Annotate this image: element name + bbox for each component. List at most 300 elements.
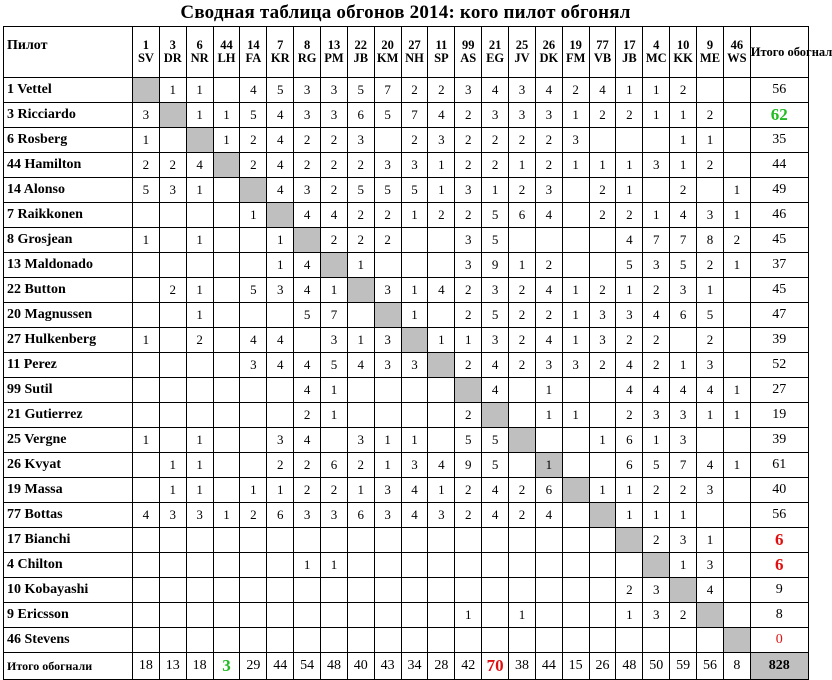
overtake-cell: 2	[723, 228, 750, 253]
overtake-cell	[321, 603, 348, 628]
overtake-cell: 3	[428, 128, 455, 153]
overtake-cell: 5	[294, 303, 321, 328]
column-header	[482, 27, 509, 78]
row-total: 49	[750, 178, 808, 203]
table-row	[4, 403, 809, 428]
overtake-cell: 3	[186, 503, 213, 528]
overtake-cell	[374, 528, 401, 553]
overtake-cell: 1	[186, 178, 213, 203]
pilot-name: 6 Rosberg	[4, 128, 133, 153]
pilot-name: 27 Hulkenberg	[4, 328, 133, 353]
pilot-name: 11 Perez	[4, 353, 133, 378]
row-total: 9	[750, 578, 808, 603]
overtake-cell: 5	[133, 178, 160, 203]
column-total: 26	[589, 653, 616, 680]
overtake-cell: 1	[616, 78, 643, 103]
overtake-cell	[133, 628, 160, 653]
overtake-cell	[240, 228, 267, 253]
overtake-cell: 1	[186, 428, 213, 453]
column-header-code: FA	[245, 51, 262, 65]
overtake-cell	[643, 178, 670, 203]
overtake-cell: 1	[723, 378, 750, 403]
overtake-cell: 3	[267, 428, 294, 453]
overtake-cell: 4	[535, 203, 562, 228]
overtake-cell	[697, 503, 724, 528]
column-total: 44	[535, 653, 562, 680]
column-total: 48	[616, 653, 643, 680]
pilot-name: 46 Stevens	[4, 628, 133, 653]
overtake-cell	[562, 628, 589, 653]
table-row	[4, 178, 809, 203]
overtake-cell: 5	[374, 103, 401, 128]
overtake-cell: 3	[374, 503, 401, 528]
overtake-cell	[589, 228, 616, 253]
diagonal-cell	[133, 78, 160, 103]
column-total: 42	[455, 653, 482, 680]
pilot-name: 8 Grosjean	[4, 228, 133, 253]
overtake-cell: 5	[240, 103, 267, 128]
overtake-cell	[267, 303, 294, 328]
overtake-cell: 3	[159, 178, 186, 203]
overtake-cell	[347, 603, 374, 628]
overtake-cell	[213, 478, 240, 503]
pilot-name: 9 Ericsson	[4, 603, 133, 628]
overtake-cell: 3	[535, 353, 562, 378]
overtake-cell	[428, 603, 455, 628]
overtake-cell	[482, 628, 509, 653]
overtake-cell	[401, 528, 428, 553]
column-header-number: 77	[596, 38, 609, 52]
overtake-cell: 2	[589, 353, 616, 378]
overtake-cell: 4	[482, 478, 509, 503]
overtake-cell: 3	[697, 203, 724, 228]
pilot-name: 44 Hamilton	[4, 153, 133, 178]
overtake-cell: 2	[294, 403, 321, 428]
overtake-cell: 2	[509, 328, 536, 353]
overtake-cell: 3	[643, 603, 670, 628]
overtake-cell: 2	[643, 278, 670, 303]
overtake-cell: 1	[697, 403, 724, 428]
diagonal-cell	[213, 153, 240, 178]
overtake-cell: 2	[240, 153, 267, 178]
overtake-cell	[159, 578, 186, 603]
overtake-cell	[240, 603, 267, 628]
overtake-cell	[186, 628, 213, 653]
overtake-cell	[374, 403, 401, 428]
overtake-cell	[509, 553, 536, 578]
overtake-cell: 4	[321, 203, 348, 228]
overtake-cell: 2	[589, 103, 616, 128]
overtake-cell: 2	[347, 453, 374, 478]
row-total: 19	[750, 403, 808, 428]
overtake-cell: 2	[186, 328, 213, 353]
overtake-cell: 4	[482, 503, 509, 528]
overtake-cell: 1	[374, 453, 401, 478]
diagonal-cell	[186, 128, 213, 153]
overtake-cell	[428, 378, 455, 403]
table-row	[4, 103, 809, 128]
diagonal-cell	[616, 528, 643, 553]
overtake-cell: 2	[589, 203, 616, 228]
overtake-cell: 7	[374, 78, 401, 103]
overtake-cell: 4	[401, 503, 428, 528]
overtake-cell: 1	[186, 78, 213, 103]
overtake-cell	[723, 353, 750, 378]
overtake-cell	[240, 378, 267, 403]
footer-row	[4, 653, 809, 680]
overtake-cell: 2	[240, 128, 267, 153]
overtake-cell	[616, 553, 643, 578]
overtake-cell: 2	[616, 578, 643, 603]
column-header	[267, 27, 294, 78]
overtake-cell: 4	[697, 453, 724, 478]
column-total: 28	[428, 653, 455, 680]
overtake-cell: 1	[670, 128, 697, 153]
overtake-cell: 9	[482, 253, 509, 278]
overtake-cell	[186, 603, 213, 628]
diagonal-cell	[455, 378, 482, 403]
diagonal-cell	[347, 278, 374, 303]
overtake-cell	[455, 553, 482, 578]
overtake-cell	[374, 553, 401, 578]
column-header-code: ME	[699, 51, 721, 65]
overtake-cell: 1	[482, 178, 509, 203]
overtake-cell: 3	[374, 278, 401, 303]
column-header-code: SV	[137, 51, 154, 65]
overtake-cell	[562, 253, 589, 278]
column-header-number: 3	[169, 38, 176, 52]
overtake-cell: 1	[562, 328, 589, 353]
overtake-cell: 2	[294, 453, 321, 478]
overtake-cell: 1	[186, 478, 213, 503]
column-total: 18	[186, 653, 213, 680]
overtake-cell	[589, 453, 616, 478]
overtake-cell: 3	[455, 253, 482, 278]
overtake-cell: 1	[616, 503, 643, 528]
overtake-cell	[723, 428, 750, 453]
row-total: 44	[750, 153, 808, 178]
overtake-cell: 3	[294, 103, 321, 128]
overtake-cell	[509, 403, 536, 428]
overtake-cell	[159, 228, 186, 253]
pilot-name: 3 Ricciardo	[4, 103, 133, 128]
overtake-cell: 2	[482, 128, 509, 153]
row-total: 8	[750, 603, 808, 628]
overtake-cell: 3	[321, 328, 348, 353]
overtake-cell: 4	[482, 78, 509, 103]
overtake-cell: 5	[401, 178, 428, 203]
overtake-cell: 5	[670, 253, 697, 278]
column-header	[589, 27, 616, 78]
column-total: 56	[697, 653, 724, 680]
overtake-cell	[697, 78, 724, 103]
overtake-cell	[374, 578, 401, 603]
overtake-cell: 4	[428, 103, 455, 128]
overtake-cell: 5	[240, 278, 267, 303]
overtake-cell: 4	[186, 153, 213, 178]
overtake-cell: 2	[697, 253, 724, 278]
overtake-cell	[133, 203, 160, 228]
overtake-cell: 2	[670, 78, 697, 103]
overtake-cell	[535, 553, 562, 578]
overtake-cell: 2	[589, 178, 616, 203]
overtake-cell	[213, 353, 240, 378]
overtake-cell	[428, 403, 455, 428]
overtake-cell: 1	[213, 103, 240, 128]
overtake-cell	[213, 378, 240, 403]
overtake-cell: 8	[697, 228, 724, 253]
overtake-cell: 1	[535, 403, 562, 428]
diagonal-cell	[723, 628, 750, 653]
overtake-cell: 3	[374, 478, 401, 503]
overtake-cell	[159, 553, 186, 578]
overtake-cell	[133, 453, 160, 478]
overtake-cell	[455, 528, 482, 553]
overtake-cell	[535, 578, 562, 603]
overtake-cell	[723, 603, 750, 628]
overtake-cell	[213, 428, 240, 453]
overtake-cell: 2	[616, 203, 643, 228]
column-header	[723, 27, 750, 78]
overtake-cell	[428, 428, 455, 453]
overtake-cell: 5	[482, 303, 509, 328]
table-row	[4, 203, 809, 228]
overtake-cell: 1	[159, 478, 186, 503]
overtake-cell: 3	[267, 278, 294, 303]
overtake-cell: 1	[374, 428, 401, 453]
overtake-cell: 1	[723, 203, 750, 228]
overtake-cell: 6	[321, 453, 348, 478]
overtake-cell	[535, 628, 562, 653]
overtake-cell	[589, 128, 616, 153]
column-header-code: KR	[270, 51, 290, 65]
column-header-code: EG	[486, 51, 505, 65]
column-header-code: PM	[324, 51, 344, 65]
grand-total: 828	[750, 653, 808, 680]
overtake-cell: 3	[428, 503, 455, 528]
column-header	[294, 27, 321, 78]
column-total: 8	[723, 653, 750, 680]
overtake-cell: 1	[401, 428, 428, 453]
row-total: 35	[750, 128, 808, 153]
table-row	[4, 503, 809, 528]
column-total: 15	[562, 653, 589, 680]
column-header-number: 1	[142, 38, 150, 52]
overtake-cell	[562, 228, 589, 253]
column-header-number: 21	[488, 38, 502, 52]
column-header-code: JV	[514, 51, 530, 65]
overtake-cell: 3	[643, 153, 670, 178]
column-total: 13	[159, 653, 186, 680]
column-header-number: 26	[542, 38, 556, 52]
overtake-cell	[374, 628, 401, 653]
overtake-cell	[589, 403, 616, 428]
overtake-cell	[347, 628, 374, 653]
pilot-name: 22 Button	[4, 278, 133, 303]
overtake-cell: 3	[455, 228, 482, 253]
overtake-cell	[589, 528, 616, 553]
table-row	[4, 378, 809, 403]
column-header-code: AS	[460, 51, 477, 65]
diagonal-cell	[589, 503, 616, 528]
overtake-cell	[455, 628, 482, 653]
overtake-cell: 1	[428, 478, 455, 503]
column-total: 44	[267, 653, 294, 680]
overtake-cell: 2	[455, 128, 482, 153]
overtake-cell: 2	[401, 128, 428, 153]
overtake-cell: 2	[643, 328, 670, 353]
column-header-code: DR	[163, 51, 182, 65]
overtake-cell	[213, 553, 240, 578]
overtake-cell: 2	[401, 78, 428, 103]
column-header	[401, 27, 428, 78]
row-total: 40	[750, 478, 808, 503]
overtake-cell: 2	[294, 153, 321, 178]
diagonal-cell	[509, 428, 536, 453]
row-total: 47	[750, 303, 808, 328]
overtake-cell	[213, 453, 240, 478]
overtake-cell: 5	[347, 78, 374, 103]
pilot-name: 4 Chilton	[4, 553, 133, 578]
diagonal-cell	[562, 478, 589, 503]
overtake-cell: 2	[509, 278, 536, 303]
overtake-cell	[562, 603, 589, 628]
row-total: 56	[750, 78, 808, 103]
overtake-cell: 4	[616, 353, 643, 378]
overtake-cell: 4	[428, 278, 455, 303]
column-header-number: 11	[435, 38, 448, 52]
overtake-cell	[213, 628, 240, 653]
overtake-cell	[294, 528, 321, 553]
overtake-cell: 4	[643, 303, 670, 328]
overtake-cell	[159, 403, 186, 428]
overtake-cell	[321, 528, 348, 553]
overtake-cell: 4	[697, 378, 724, 403]
overtake-cell: 2	[643, 478, 670, 503]
overtake-cell	[428, 253, 455, 278]
overtake-cell: 1	[562, 303, 589, 328]
overtake-cell: 5	[347, 178, 374, 203]
overtake-cell	[535, 603, 562, 628]
overtake-cell: 3	[616, 303, 643, 328]
overtake-cell: 4	[535, 503, 562, 528]
column-total: 70	[482, 653, 509, 680]
overtake-cell: 6	[616, 428, 643, 453]
table-row	[4, 478, 809, 503]
overtake-cell: 1	[213, 128, 240, 153]
row-total: 27	[750, 378, 808, 403]
overtake-cell	[240, 628, 267, 653]
overtake-cell	[267, 628, 294, 653]
overtake-cell	[616, 128, 643, 153]
overtake-cell	[482, 553, 509, 578]
overtake-cell: 2	[697, 103, 724, 128]
overtake-cell: 2	[455, 278, 482, 303]
overtake-cell: 7	[643, 228, 670, 253]
overtake-cell	[723, 478, 750, 503]
overtake-cell: 2	[455, 403, 482, 428]
overtake-cell: 3	[455, 178, 482, 203]
overtake-cell: 4	[294, 278, 321, 303]
column-header-number: 8	[303, 38, 311, 52]
overtake-cell: 3	[509, 78, 536, 103]
overtake-cell: 3	[670, 403, 697, 428]
overtake-cell: 1	[670, 503, 697, 528]
overtake-cell: 1	[509, 153, 536, 178]
column-header	[643, 27, 670, 78]
overtake-cell	[589, 603, 616, 628]
overtake-cell: 2	[159, 278, 186, 303]
pilot-name: 14 Alonso	[4, 178, 133, 203]
row-total: 45	[750, 278, 808, 303]
overtake-cell	[428, 303, 455, 328]
overtake-cell	[428, 628, 455, 653]
overtake-cell	[723, 578, 750, 603]
overtake-cell: 4	[535, 278, 562, 303]
diagonal-cell	[240, 178, 267, 203]
overtake-cell: 3	[670, 428, 697, 453]
overtake-cell: 3	[643, 403, 670, 428]
overtake-cell: 4	[267, 178, 294, 203]
overtake-cell: 1	[455, 328, 482, 353]
column-header-code: KK	[673, 51, 693, 65]
overtake-cell: 2	[589, 278, 616, 303]
overtake-cell: 1	[133, 128, 160, 153]
column-header-code: FM	[565, 51, 586, 65]
table-row	[4, 253, 809, 278]
column-total: 59	[670, 653, 697, 680]
overtake-cell: 2	[535, 153, 562, 178]
row-total: 45	[750, 228, 808, 253]
column-header	[374, 27, 401, 78]
overtake-cell	[240, 403, 267, 428]
overtake-cell: 2	[294, 128, 321, 153]
overtake-cell	[723, 303, 750, 328]
overtake-cell: 3	[482, 278, 509, 303]
overtake-cell: 2	[455, 303, 482, 328]
overtake-cell: 3	[294, 178, 321, 203]
overtake-cell	[347, 578, 374, 603]
overtake-cell: 2	[428, 78, 455, 103]
column-header-code: NR	[190, 51, 209, 65]
overtake-cell: 5	[374, 178, 401, 203]
overtake-cell	[294, 578, 321, 603]
overtake-cell: 4	[267, 103, 294, 128]
overtake-cell: 5	[321, 353, 348, 378]
overtake-cell: 2	[509, 178, 536, 203]
overtake-cell: 4	[401, 478, 428, 503]
overtake-cell	[159, 603, 186, 628]
overtake-cell: 1	[616, 478, 643, 503]
overtake-cell	[723, 328, 750, 353]
overtake-cell	[186, 528, 213, 553]
overtake-cell: 3	[670, 528, 697, 553]
column-header-number: 14	[247, 38, 260, 52]
overtake-cell: 1	[428, 328, 455, 353]
overtake-cell: 1	[670, 103, 697, 128]
overtake-cell: 1	[616, 153, 643, 178]
overtake-cell: 3	[159, 503, 186, 528]
pilot-name: 26 Kvyat	[4, 453, 133, 478]
overtake-cell	[616, 628, 643, 653]
overtake-cell: 1	[267, 478, 294, 503]
column-header	[186, 27, 213, 78]
overtake-cell: 2	[347, 228, 374, 253]
pilot-name: 7 Raikkonen	[4, 203, 133, 228]
overtake-cell: 4	[670, 203, 697, 228]
column-header	[240, 27, 267, 78]
pilot-column-header: Пилот	[4, 27, 133, 78]
